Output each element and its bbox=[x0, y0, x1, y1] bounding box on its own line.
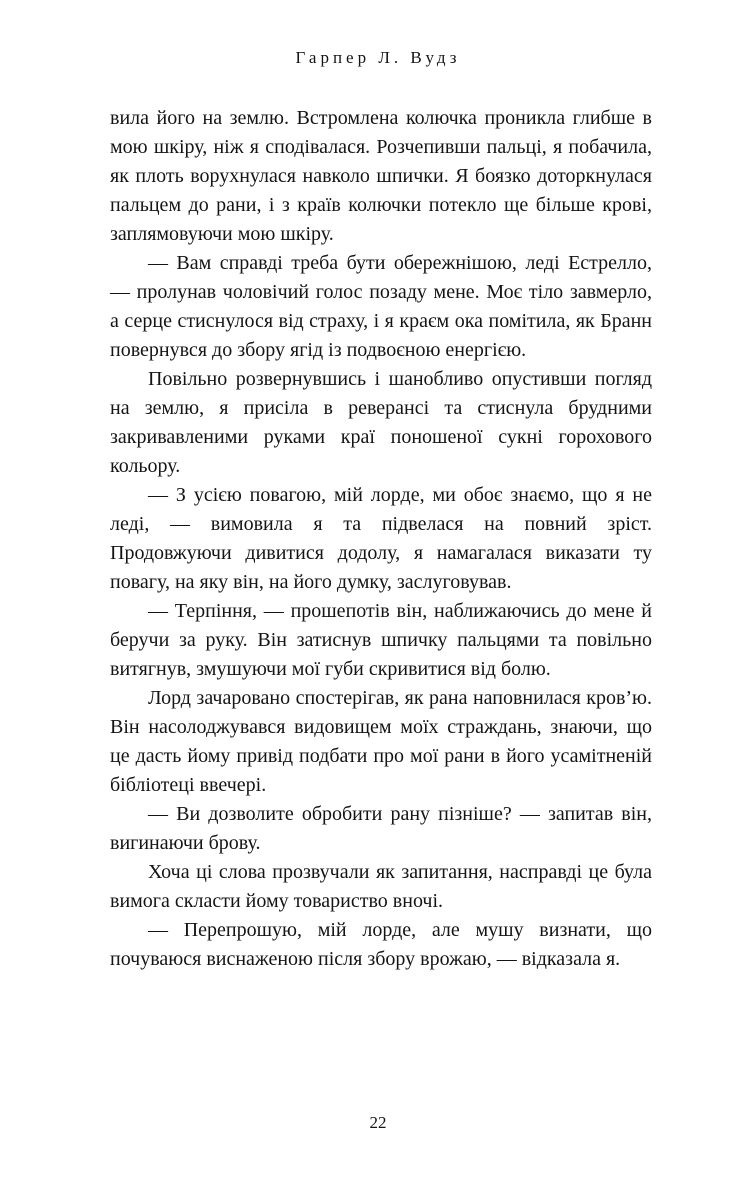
body-paragraph: вила його на землю. Встромлена колючка проникла глибше в мою шкіру, ніж я сподівалася. Розчепивши пальці, я побачила, як плоть ворухнулася навколо шпички. Я боязко доторкнулася пальцем до рани, і з країв колючки потекло ще більше крові, заплямовуючи мою шкіру. bbox=[110, 107, 652, 245]
running-header-author: Гарпер Л. Вудз bbox=[295, 48, 461, 67]
body-paragraph-dialogue: — Вам справді треба бути обережнішою, леді Естрелло, — пролунав чоловічий голос позаду мене. Моє тіло завмерло, а серце стиснулося від страху, і я краєм ока помітила, як Бранн повернувся до збору ягід із подвоєною енергією. bbox=[110, 252, 652, 361]
body-paragraph-dialogue: — З усією повагою, мій лорде, ми обоє знаємо, що я не леді, — вимовила я та підвелася на повний зріст. Продовжуючи дивитися додолу, я намагалася виказати ту повагу, на яку він, на його думку, заслуговував. bbox=[110, 484, 652, 593]
body-paragraph: Повільно розвернувшись і шанобливо опустивши погляд на землю, я присіла в реверансі та стиснула брудними закривавленими руками краї поношеної сукні горохового кольору. bbox=[110, 368, 652, 477]
body-paragraph-dialogue: — Терпіння, — прошепотів він, наближаючись до мене й беручи за руку. Він затиснув шпичку пальцями та повільно витягнув, змушуючи мої губи скривитися від болю. bbox=[110, 600, 652, 680]
body-paragraph: Хоча ці слова прозвучали як запитання, насправді це була вимога скласти йому товариство вночі. bbox=[110, 861, 652, 912]
body-paragraph-dialogue: — Ви дозволите обробити рану пізніше? — запитав він, вигинаючи брову. bbox=[110, 803, 652, 854]
body-text-block bbox=[110, 104, 652, 974]
body-paragraph: Лорд зачаровано спостерігав, як рана наповнилася кров’ю. Він насолоджувався видовищем моїх страждань, знаючи, що це дасть йому привід подбати про мої рани в його усамітненій бібліотеці ввечері. bbox=[110, 687, 652, 796]
body-paragraph-dialogue: — Перепрошую, мій лорде, але мушу визнати, що почуваюся виснаженою після збору врожаю, — відказала я. bbox=[110, 919, 652, 970]
page-number: 22 bbox=[369, 1113, 387, 1132]
